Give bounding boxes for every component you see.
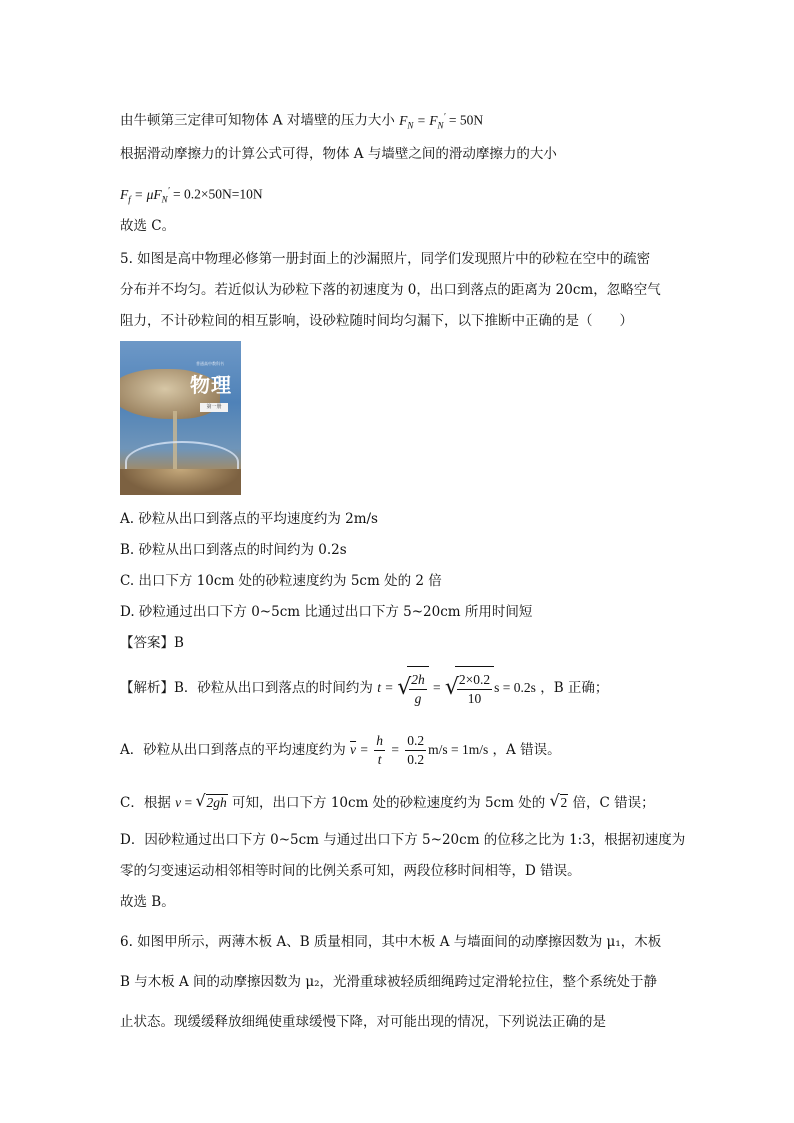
analysis-c-text: C．根据 — [120, 795, 176, 811]
option-a: A. 砂粒从出口到落点的平均速度约为 2m/s — [120, 511, 378, 527]
analysis-c: C．根据 v = √ 2gh 可知，出口下方 10cm 处的砂粒速度约为 5cm 处的 √ 2 倍，C 错误； — [120, 793, 655, 813]
formula-ff: $F_f = \mu F_N'$ — [120, 185, 170, 205]
physics-book-cover-image — [120, 341, 241, 495]
formula-result: = 0.2×50N=10N — [169, 186, 263, 202]
formula-02-over-02: $\frac{0.2}{0.2}$ — [407, 733, 425, 767]
line-friction-calc — [120, 180, 263, 209]
formula-sqrt-2h-g: √ $\frac{2h}{g}$ — [397, 666, 429, 711]
sand-bottom — [120, 469, 241, 495]
analysis-d-line1: D．因砂粒通过出口下方 0~5cm 与通过出口下方 5~20cm 的位移之比为 1:3，根据初速度为 — [120, 832, 686, 848]
analysis-a: A．砂粒从出口到落点的平均速度约为 $\overline{v}$ = $\frac{h}{t}$ = $\frac{0.2}{0.2}$ m/s = 1m/s ，A 错误。 — [120, 733, 561, 767]
formula-sqrt-2: √ 2 — [550, 793, 569, 813]
formula-value: = 50N — [445, 112, 484, 128]
q6-line2: B 与木板 A 间的动摩擦因数为 μ₂，光滑重球被轻质细绳跨过定滑轮拉住，整个系统处于静 — [120, 974, 658, 990]
formula-sqrt-value: √ $\frac{2\times 0.2}{10}$ — [445, 666, 494, 711]
line-choose-c: 故选 C。 — [120, 218, 176, 234]
formula-sqrt-2gh: √ 2gh — [196, 793, 228, 813]
analysis-b-text: 【解析】B．砂粒从出口到落点的时间约为 — [120, 680, 378, 696]
q5-line1: 5. 如图是高中物理必修第一册封面上的沙漏照片，同学们发现照片中的砂粒在空中的疏密 — [120, 251, 651, 267]
analysis-a-suffix: ，A 错误。 — [492, 742, 561, 758]
q5-line2: 分布并不均匀。若近似认为砂粒下落的初速度为 0，出口到落点的距离为 20cm，忽略空气 — [120, 282, 661, 298]
formula-vbar: $\overline{v}$ — [350, 742, 357, 757]
q6-line1: 6. 如图甲所示，两薄木板 A、B 质量相同，其中木板 A 与墙面间的动摩擦因数为 μ₁，木板 — [120, 934, 662, 950]
analysis-b: 【解析】B．砂粒从出口到落点的时间约为 t = √ $\frac{2h}{g}$ = √ $\frac{2\times 0.2}{10}$ s = 0.2s ，B 正确； — [120, 666, 608, 711]
line-friction-formula-intro: 根据滑动摩擦力的计算公式可得，物体 A 与墙壁之间的滑动摩擦力的大小 — [120, 146, 557, 162]
cover-subtitle: 普通高中教科书 — [196, 361, 224, 366]
option-c: C. 出口下方 10cm 处的砂粒速度约为 5cm 处的 2 倍 — [120, 573, 442, 589]
text: 由牛顿第三定律可知物体 A 对墙壁的压力大小 — [120, 112, 400, 129]
formula-fn: $F_N = F_N'$ — [399, 111, 446, 131]
analysis-d-line2: 零的匀变速运动相邻相等时间的比例关系可知，两段位移时间相等，D 错误。 — [120, 863, 581, 879]
line-newton-third-law — [120, 106, 483, 135]
analysis-a-text: A．砂粒从出口到落点的平均速度约为 — [120, 742, 351, 758]
answer-line: 【答案】B — [120, 635, 184, 651]
q6-line3: 止状态。现缓缓释放细绳使重球缓慢下降，对可能出现的情况，下列说法正确的是 — [120, 1014, 606, 1030]
formula-t: t — [377, 680, 381, 695]
option-d: D. 砂粒通过出口下方 0~5cm 比通过出口下方 5~20cm 所用时间短 — [120, 604, 533, 620]
analysis-b-suffix: ，B 正确； — [540, 680, 609, 696]
cover-volume-tag: 第一册 — [200, 403, 228, 412]
q5-line3: 阻力，不计砂粒间的相互影响，设砂粒随时间均匀漏下，以下推断中正确的是（ ） — [120, 313, 633, 329]
analysis-c-suffix: 倍，C 错误； — [568, 795, 655, 811]
cover-title: 物理 — [190, 373, 232, 397]
formula-h-over-t: $\frac{h}{t}$ — [376, 733, 384, 767]
analysis-c-mid: 可知，出口下方 10cm 处的砂粒速度约为 5cm 处的 — [227, 795, 550, 811]
analysis-conclusion: 故选 B。 — [120, 894, 175, 910]
option-b: B. 砂粒从出口到落点的时间约为 0.2s — [120, 542, 347, 558]
